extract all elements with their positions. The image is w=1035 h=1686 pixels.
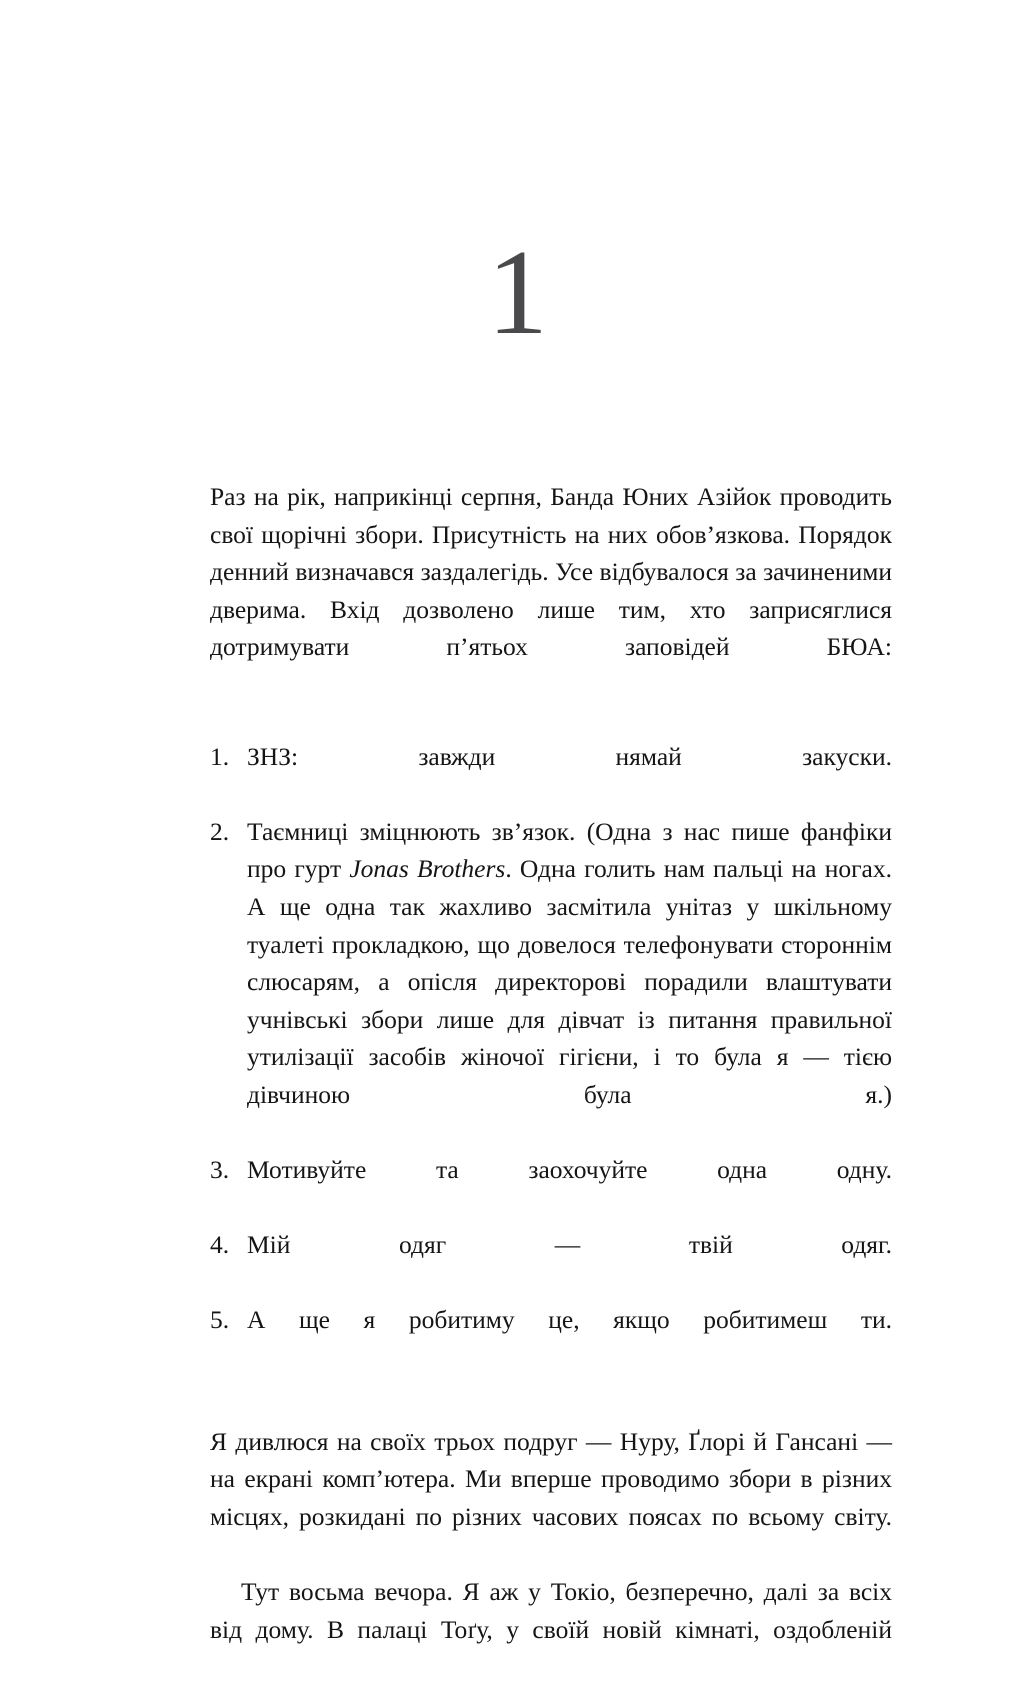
list-item-marker: 2.	[210, 816, 230, 846]
opening-paragraph: Раз на рік, наприкінці серпня, Банда Юних Азійок проводить свої щорічні збори. Присутність на них обов’язкова. Порядок денний визначався заздалегідь. Усе відбувалося за зачиненими дверима. Вхід дозволено лише тим, хто заприсяглися дотримувати п’ятьох заповідей БЮА:	[210, 482, 892, 662]
closing-paragraph-1: Я дивлюся на своїх трьох подруг — Нуру, Ґлорі й Гансані — на екрані комп’ютера. Ми вперше проводимо збори в різних місцях, розкидані по різних часових поясах по всьому світу.	[210, 1426, 892, 1531]
list-item	[210, 1301, 892, 1376]
band-name-italic: Jonas Brothers	[349, 854, 506, 884]
list-item-text	[247, 813, 892, 1151]
list-item-text: А ще я робитиму це, якщо робитимеш ти.	[247, 1305, 892, 1335]
list-item-text: Мій одяг — твій одяг.	[247, 1230, 892, 1260]
chapter-number-container	[0, 225, 1035, 360]
page-text-block	[210, 478, 892, 1686]
spacer-after-list	[210, 1377, 892, 1423]
list-item-marker: 4.	[210, 1230, 230, 1260]
list-item-marker: 1.	[210, 741, 230, 771]
list-item-text: ЗНЗ: завжди нямай закуски.	[247, 741, 892, 771]
list-item-marker: 3.	[210, 1155, 230, 1185]
spacer-before-list	[210, 704, 892, 738]
list-item-text: Мотивуйте та заохочуйте одна одну.	[247, 1155, 892, 1185]
list-item	[210, 1226, 892, 1301]
list-item-text-part-1: Таємниці зміцнюють зв’язок. (Одна з нас пише фанфіки про гурт	[247, 816, 892, 884]
list-item	[210, 813, 892, 1151]
list-item-marker: 5.	[210, 1305, 230, 1335]
list-item-text-part-2: . Одна голить нам пальці на ногах. А ще одна так жахливо засмітила унітаз у шкільному туалеті прокладкою, що довелося телефонувати стороннім слюсарям, а опісля директорові порадили влаштувати учнівські збори лише для дівчат із питання правильної утилізації засобів жіночої гігієни, і то була я — тією дівчиною була я.)	[247, 854, 892, 1109]
rules-list	[210, 738, 892, 1377]
chapter-number: 1	[487, 225, 548, 360]
list-item	[210, 738, 892, 813]
closing-paragraph-2: Тут восьма вечора. Я аж у Токіо, безперечно, далі за всіх від дому. В палаці Тоґу, у своїй новій кімнаті, оздобленій	[210, 1577, 892, 1644]
list-item	[210, 1151, 892, 1226]
